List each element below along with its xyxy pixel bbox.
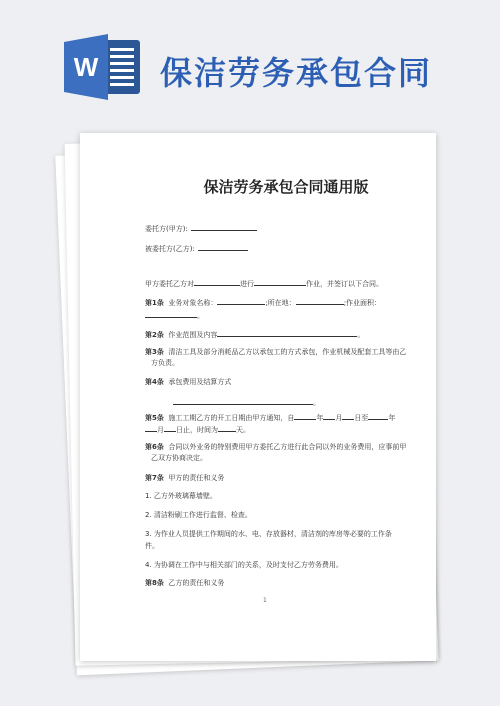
article-3: 第3条 清洁工具及部分消耗品乙方以承包工的方式承包，作业机械及配套工具等由乙 (145, 348, 407, 356)
article-8: 第8条 乙方的责任和义务 (145, 579, 225, 587)
article-5: 第5条 施工工期乙方的开工日期由甲方通知，自 年 月 日至 年 (145, 411, 395, 423)
article-4: 第4条 承包费用及结算方式 (145, 378, 232, 386)
article-3-cont: 方负责。 (151, 359, 179, 367)
article-7: 第7条 甲方的责任和义务 (145, 474, 225, 482)
list-item: 4. 为协调在工作中与相关部门的关系，及时支付乙方劳务费用。 (145, 561, 343, 569)
list-item: 3. 为作业人员提供工作期间的水、电、存放器材，清洁剂的库房等必要的工作条 (145, 530, 392, 538)
article-6: 第6条 合同以外业务的特别费用甲方委托乙方进行此合同以外的业务费用，应事前甲 (145, 443, 407, 451)
article-6-cont: 乙双方协商决定。 (151, 454, 207, 462)
list-item-cont: 件。 (145, 542, 159, 550)
list-item: 2. 清洁粉刷工作进行监督、检查。 (145, 511, 252, 519)
word-logo-icon (64, 34, 142, 100)
article-4-cont: 。 (173, 396, 320, 408)
article-2: 第2条 作业范围及内容 。 (145, 328, 364, 340)
list-item: 1. 乙方外玻璃幕墙壁。 (145, 492, 217, 500)
contractor-line: 被委托方(乙方): (145, 242, 248, 254)
article-1: 第1条 业务对象名称： ;所在地： ;作业面积： (145, 296, 381, 308)
client-line: 委托方(甲方): (145, 222, 257, 234)
svg-text:W: W (73, 52, 99, 82)
document-title: 保洁劳务承包合同通用版 (203, 178, 369, 196)
banner-title: 保洁劳务承包合同 (160, 54, 433, 92)
intro-line: 甲方委托乙方对 进行 作业，并签订以下合同。 (145, 277, 383, 289)
banner (0, 0, 500, 120)
article-5-cont: 月 日止，时间为 天。 (145, 423, 250, 435)
article-1-cont: 。 (145, 309, 204, 321)
page-number: 1 (263, 597, 267, 604)
